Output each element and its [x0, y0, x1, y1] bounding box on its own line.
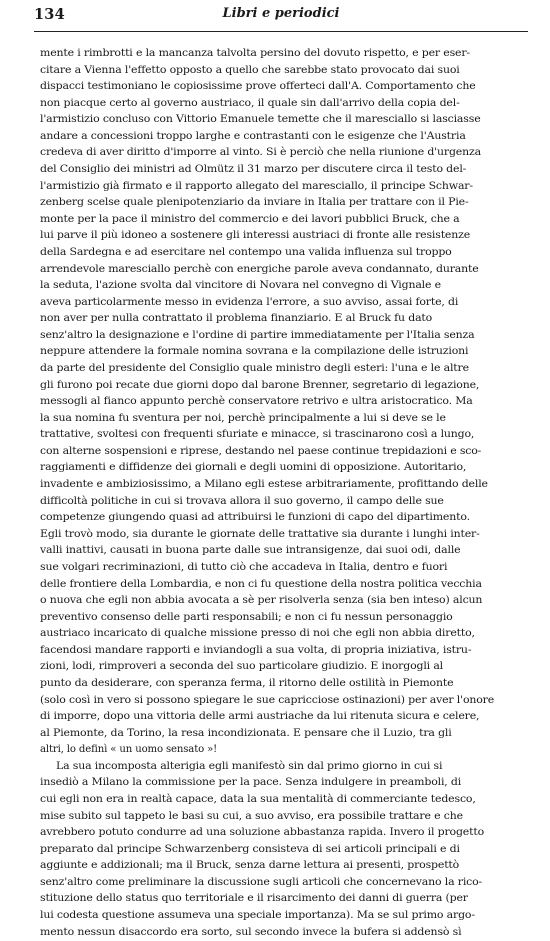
text-line-content: Egli trovò modo, sia durante le giornate delle trattative sia durante i lunghi inter-: [40, 528, 480, 540]
text-line: [40, 328, 528, 345]
text-line-content: punto da desiderare, con speranza ferma, il ritorno delle ostilità in Piemonte: [40, 677, 454, 689]
text-line-content: preventivo consenso delle parti responsabili; e non ci fu nessun personaggio: [40, 611, 453, 623]
text-line: [40, 96, 528, 113]
text-line-content: sue volgari recriminazioni, di tutto ciò che accadeva in Italia, dentro e fuori: [40, 561, 448, 573]
text-line: [40, 179, 528, 196]
text-line: [40, 112, 528, 129]
running-title: Libri e periodici: [222, 6, 340, 21]
text-line-content: citare a Vienna l'effetto opposto a quello che sarebbe stato provocato dai suoi: [40, 64, 460, 76]
text-line-content: la seduta, l'azione svolta dal vincitore di Novara nel convegno di Vignale e: [40, 280, 441, 292]
text-line-content: lui parve il più idoneo a sostenere gli interessi austriaci di fronte alle resistenze: [40, 230, 471, 242]
text-line: [40, 311, 528, 328]
text-line: [40, 643, 528, 660]
text-line: [40, 543, 528, 560]
text-line: [40, 145, 528, 162]
text-line-content: delle frontiere della Lombardia, e non ci fu questione della nostra politica vecchia: [40, 578, 482, 590]
text-line: [40, 278, 528, 295]
text-line-content: stituzione dello status quo territoriale e il risarcimento dei danni di guerra (per: [40, 893, 468, 905]
text-line: [40, 875, 528, 892]
text-line: [40, 212, 528, 229]
text-line-content: insediò a Milano la commissione per la pace. Senza indulgere in preamboli, di: [40, 777, 462, 789]
text-line: [40, 295, 528, 312]
text-line-content: l'armistizio concluso con Vittorio Emanuele temette che il maresciallo si lasciasse: [40, 114, 481, 126]
text-line: [40, 742, 528, 759]
text-line-content: credeva di aver diritto d'imporre al vinto. Si è perciò che nella riunione d'urgenza: [40, 147, 481, 159]
text-line-content: La sua incomposta alterigia egli manifestò sin dal primo giorno in cui si: [56, 760, 443, 772]
text-line-content: con alterne sospensioni e riprese, destando nel paese continue trepidazioni e sco-: [40, 445, 482, 457]
text-line: [40, 726, 528, 743]
text-line: [40, 444, 528, 461]
text-line-content: avrebbero potuto condurre ad una soluzione abbastanza rapida. Invero il progetto: [40, 827, 485, 839]
text-line-content: o nuova che egli non abbia avocata a sè per risolverla senza (sia ben inteso) alcun: [40, 595, 483, 607]
text-line: [40, 129, 528, 146]
text-line-content: arrendevole maresciallo perchè con energiche parole aveva condannato, durante: [40, 263, 479, 275]
text-line: [40, 626, 528, 643]
text-line: [40, 676, 528, 693]
text-line-content: neppure attendere la formale nomina sovrana e la compilazione delle istruzioni: [40, 346, 469, 358]
text-line-content: la sua nomina fu sventura per noi, perchè principalmente a lui si deve se le: [40, 412, 446, 424]
text-line-content: monte per la pace il ministro del commercio e dei lavori pubblici Bruck, che a: [40, 213, 460, 225]
text-line: [40, 792, 528, 809]
text-line-content: andare a concessioni troppo larghe e contrastanti con le esigenze che l'Austria: [40, 130, 466, 142]
text-line-content: cui egli non era in realtà capace, data la sua mentalità di commerciante tedesco,: [40, 794, 476, 806]
text-line: [40, 477, 528, 494]
text-line-content: altri, lo definì « un uomo sensato »!: [40, 744, 218, 756]
text-line-content: invadente e ambiziosissimo, a Milano egli estese arbitrariamente, profittando delle: [40, 479, 488, 491]
text-line: [40, 460, 528, 477]
text-line-content: competenze giungendo quasi ad attribuirsi le funzioni di capo del dipartimento.: [40, 512, 470, 524]
text-line-content: senz'altro come preliminare la discussione sugli articoli che concernevano la rico-: [40, 876, 483, 888]
text-line: [40, 344, 528, 361]
text-line: [40, 759, 528, 776]
text-line: [40, 610, 528, 627]
text-line-content: messogli al fianco appunto perchè conservatore retrivo e ultra aristocratico. Ma: [40, 396, 473, 408]
text-line-content: della Sardegna e ad esercitare nel contempo una valida influenza sul troppo: [40, 246, 452, 258]
text-line: [40, 908, 528, 925]
text-line-content: zioni, lodi, rimproveri a seconda del suo particolare giudizio. E inorgogli al: [40, 661, 444, 673]
header-rule: [34, 31, 528, 32]
text-line-content: difficoltà politiche in cui si trovava allora il suo governo, il campo delle sue: [40, 495, 444, 507]
text-line-content: non piacque certo al governo austriaco, il quale sin dall'arrivo della copia del-: [40, 97, 460, 109]
text-line: [40, 825, 528, 842]
text-line: [40, 79, 528, 96]
text-line: [40, 775, 528, 792]
text-line: [40, 245, 528, 262]
text-line-content: da parte del presidente del Consiglio quale ministro degli esteri: l'una e le altre: [40, 362, 469, 374]
text-line-content: austriaco incaricato di qualche missione presso di noi che egli non abbia diretto,: [40, 628, 475, 640]
text-line-content: zenberg scelse quale plenipotenziario da inviare in Italia per trattare con il Pie-: [40, 197, 469, 209]
text-line: [40, 195, 528, 212]
text-line: [40, 228, 528, 245]
page-header: [34, 6, 528, 26]
text-line: [40, 378, 528, 395]
text-line: [40, 63, 528, 80]
text-line: [40, 162, 528, 179]
text-line-content: lui codesta questione assumeva una speciale importanza). Ma se sul primo argo-: [40, 910, 475, 922]
text-line-content: mise subito sul tappeto le basi su cui, a suo avviso, era possibile trattare e che: [40, 810, 463, 822]
text-line: [40, 842, 528, 859]
text-line-content: del Consiglio dei ministri ad Olmütz il 31 marzo per discutere circa il testo del-: [40, 164, 467, 176]
text-line: [40, 593, 528, 610]
text-line: [40, 577, 528, 594]
text-line: [40, 925, 528, 941]
text-line: [40, 394, 528, 411]
text-line-content: dispacci testimoniano le copiosissime prove offerteci dall'A. Comportamento che: [40, 81, 476, 93]
text-line: [40, 510, 528, 527]
text-line: [40, 891, 528, 908]
text-line-content: (solo così in vero si possono spiegare le sue capricciose ostinazioni) per aver l'onore: [40, 694, 495, 706]
text-line: [40, 427, 528, 444]
text-line-content: l'armistizio già firmato e il rapporto allegato del maresciallo, il principe Schwar-: [40, 180, 473, 192]
text-line-content: aveva particolarmente messo in evidenza l'errore, a suo avviso, assai forte, di: [40, 296, 459, 308]
text-line-content: preparato dal principe Schwarzenberg consisteva di sei articoli principali e di: [40, 843, 460, 855]
text-line: [40, 361, 528, 378]
text-line: [40, 693, 528, 710]
text-line-content: al Piemonte, da Torino, la resa incondizionata. E pensare che il Luzio, tra gli: [40, 727, 452, 739]
text-line: [40, 494, 528, 511]
text-line: [40, 659, 528, 676]
text-line: [40, 858, 528, 875]
text-line-content: facendosi mandare rapporti e inviandogli a sua volta, di propria iniziativa, istru-: [40, 644, 472, 656]
text-line: [40, 809, 528, 826]
text-line-content: senz'altro la designazione e l'ordine di partire immediatamente per l'Italia senza: [40, 329, 475, 341]
text-line: [40, 527, 528, 544]
text-line-content: raggiamenti e diffidenze dei giornali e degli uomini di opposizione. Autoritario,: [40, 462, 467, 474]
text-line-content: valli inattivi, causati in buona parte dalle sue intransigenze, dai suoi odi, dalle: [40, 545, 461, 557]
text-line-content: aggiunte e addizionali; ma il Bruck, senza darne lettura ai presenti, prospettò: [40, 860, 460, 872]
paragraph-2: [40, 759, 528, 941]
text-line: [40, 411, 528, 428]
text-line: [40, 709, 528, 726]
text-line-content: mente i rimbrotti e la mancanza talvolta persino del dovuto rispetto, e per eser-: [40, 48, 470, 59]
text-line-content: non aver per nulla contrattato il problema finanziario. E al Bruck fu dato: [40, 313, 433, 325]
text-line-content: mento nessun disaccordo era sorto, sul secondo invece la bufera si addensò sì: [40, 926, 462, 938]
text-line-content: trattative, svoltesi con frequenti sfuriate e minacce, si trascinarono così a lungo,: [40, 429, 475, 441]
text-line-content: di imporre, dopo una vittoria delle armi austriache da lui ritenuta sicura e celere,: [40, 711, 480, 723]
page-body: [40, 46, 528, 941]
text-line: [40, 46, 528, 63]
text-line: [40, 560, 528, 577]
text-line-content: gli furono poi recate due giorni dopo dal barone Brenner, segretario di legazione,: [40, 379, 480, 391]
page-number: 134: [34, 6, 65, 23]
text-line: [40, 262, 528, 279]
paragraph-1: [40, 46, 528, 759]
